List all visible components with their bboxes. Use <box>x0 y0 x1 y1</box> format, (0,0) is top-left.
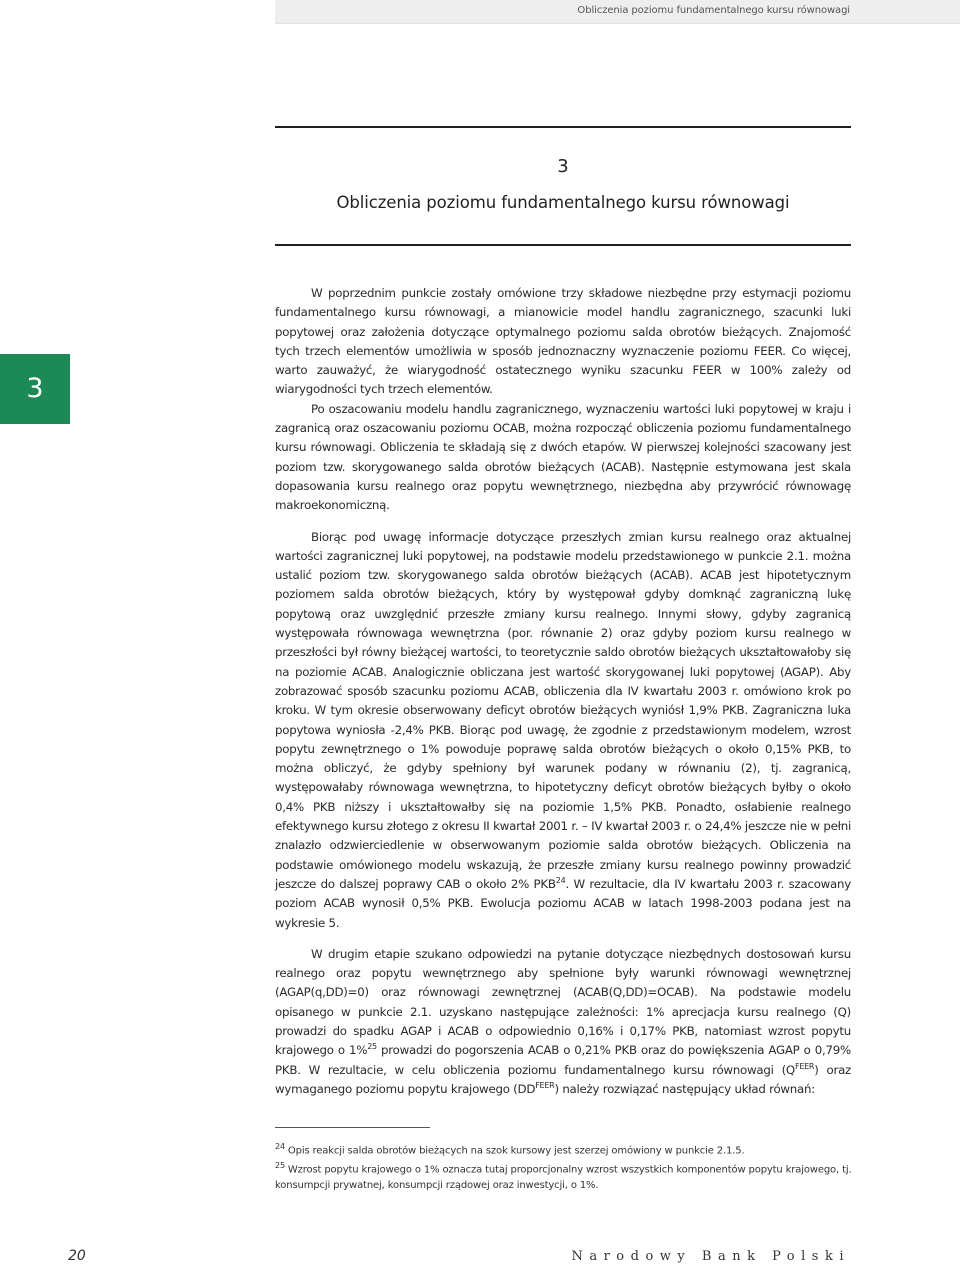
footnote-ref-25: 25 <box>367 1042 377 1052</box>
title-rule-bottom <box>275 244 851 246</box>
paragraph-text: Biorąc pod uwagę informacje dotyczące przeszłych zmian kursu realnego oraz aktualnej wartości zagranicznej luki popytowej, na podstawie modelu przedstawionego w punkcie 2.1. można ustalić poziom tzw. skorygowanego salda obrotów bieżących (ACAB). ACAB jest hipotetycznym poziomem salda obrotów bieżących, który by występował gdyby domknąć zagraniczną lukę popytową oraz uwzględnić przeszłe zmiany kursu realnego. Innymi słowy, gdyby zagranicą występowała równowaga wewnętrzna (por. równanie 2) oraz gdyby poziom kursu realnego w przeszłości był równy bieżącej wartości, to teoretycznie saldo obrotów bieżących ukształtowałoby się na poziomie ACAB. Analogicznie obliczana jest wartość skorygowanej luki popytowej (AGAP). Aby zobrazować sposób szacunku poziomu ACAB, obliczenia dla IV kwartału 2003 r. omówiono krok po kroku. W tym okresie obserwowany deficyt obrotów bieżących wyniósł 1,9% PKB. Zagraniczna luka popytowa wyniosła -2,4% PKB. Biorąc pod uwagę, że zgodnie z przedstawionym modelem, wzrost popytu zewnętrznego o 1% powoduje poprawę salda obrotów bieżących o około 0,15% PKB, to można obliczyć, że gdyby spełniony był warunek podany w równaniu (2), tj. zagranicą, występowałaby równowaga wewnętrzna, to hipotetyczny deficyt obrotów bieżących byłby o około 0,4% PKB niższy i ukształtowałby się na poziomie 1,5% PKB. Ponadto, osłabienie realnego efektywnego kursu złotego z okresu II kwartał 2001 r. – IV kwartał 2003 r. o 24,4% jeszcze nie w pełni znalazło odzwierciedlenie w obserwowanym poziomie salda obrotów bieżących. Obliczenia na podstawie omówionego modelu wskazują, że przeszłe zmiany kursu realnego powinny prowadzić jeszcze do dalszej poprawy CAB o około 2% PKB <box>275 529 851 891</box>
paragraph-text: ) należy rozwiązać następujący układ równań: <box>554 1081 815 1096</box>
publisher-name: Narodowy Bank Polski <box>571 1249 850 1264</box>
footnote-text: Wzrost popytu krajowego o 1% oznacza tutaj proporcjonalny wzrost wszystkich komponentów popytu krajowego, tj. konsumpcji prywatnej, konsumpcji rządowej oraz inwestycji, o 1%. <box>275 1164 852 1191</box>
paragraph-text: prowadzi do pogorszenia ACAB o 0,21% PKB oraz do powiększenia AGAP o 0,79% PKB. W rezultacie, w celu obliczenia poziomu fundamentalnego kursu równowagi (Q <box>275 1043 851 1077</box>
paragraph: W poprzednim punkcie zostały omówione trzy składowe niezbędne przy estymacji poziomu fundamentalnego kursu równowagi, a mianowicie model handlu zagranicznego, szacunki luki popytowej oraz założenia dotyczące optymalnego poziomu salda obrotów bieżących. Znajomość tych trzech elementów umożliwia w sposób jednoznaczny wyznaczenie poziomu FEER. Co więcej, warto zauważyć, że wiarygodność ostatecznego wyniku szacunku FEER w 100% zależy od wiarygodności tych trzech elementów. <box>275 286 851 397</box>
footnote <box>275 1158 855 1192</box>
footnote-ref-24: 24 <box>555 875 566 885</box>
running-header <box>275 0 960 24</box>
chapter-number: 3 <box>557 156 569 177</box>
paragraph-text: W drugim etapie szukano odpowiedzi na pytanie dotyczące niezbędnych dostosowań kursu realnego oraz popytu wewnętrznego aby spełnione były warunki równowagi wewnętrznej (AGAP(q,DD)=0) oraz równowagi zewnętrznej (ACAB(Q,DD)=OCAB). Na podstawie modelu opisanego w punkcie 2.1. uzyskano następujące zależności: 1% aprecjacja kursu realnego (Q) prowadzi do spadku AGAP i ACAB o odpowiednio 0,16% i 0,17% PKB, natomiast wzrost popytu krajowego o 1% <box>275 946 851 1058</box>
chapter-title: Obliczenia poziomu fundamentalnego kursu równowagi <box>336 193 790 212</box>
superscript-feer: FEER <box>794 1061 815 1071</box>
footnote-mark: 24 <box>275 1142 285 1151</box>
paragraph: Po oszacowaniu modelu handlu zagranicznego, wyznaczeniu wartości luki popytowej w kraju i zagranicą oraz oszacowaniu poziomu OCAB, można rozpocząć obliczenia poziomu fundamentalnego kursu równowagi. Obliczenia te składają się z dwóch etapów. W pierwszej kolejności szacowany jest poziom tzw. skorygowanego salda obrotów bieżących (ACAB). Następnie estymowana jest skala dopasowania kursu realnego oraz popytu wewnętrznego, niezbędna aby przywrócić równowagę makroekonomiczną. <box>275 401 851 513</box>
title-rule-top <box>275 126 851 128</box>
paragraph <box>275 528 851 933</box>
paragraph <box>275 945 851 1099</box>
footnote-mark: 25 <box>275 1161 285 1171</box>
footnote-text: Opis reakcji salda obrotów bieżących na szok kursowy jest szerzej omówiony w punkcie 2.1.5. <box>287 1145 745 1157</box>
paragraph-text: . W rezultacie, dla IV kwartału 2003 r. szacowany poziom ACAB wynosił 0,5% PKB. Ewolucja poziomu ACAB w latach 1998-2003 podana jest na wykresie 5. <box>275 876 851 930</box>
footnote <box>275 1139 855 1158</box>
superscript-feer: FEER <box>535 1080 555 1090</box>
side-tab-number: 3 <box>26 373 44 404</box>
running-title: Obliczenia poziomu fundamentalnego kursu równowagi <box>577 5 850 16</box>
body-text <box>275 284 851 1099</box>
chapter-side-tab <box>0 354 70 424</box>
footnotes <box>275 1139 855 1193</box>
footnote-rule <box>275 1127 430 1128</box>
page-number: 20 <box>68 1248 86 1264</box>
paragraph-text: ) oraz wymaganego poziomu popytu krajowego (DD <box>275 1062 851 1096</box>
